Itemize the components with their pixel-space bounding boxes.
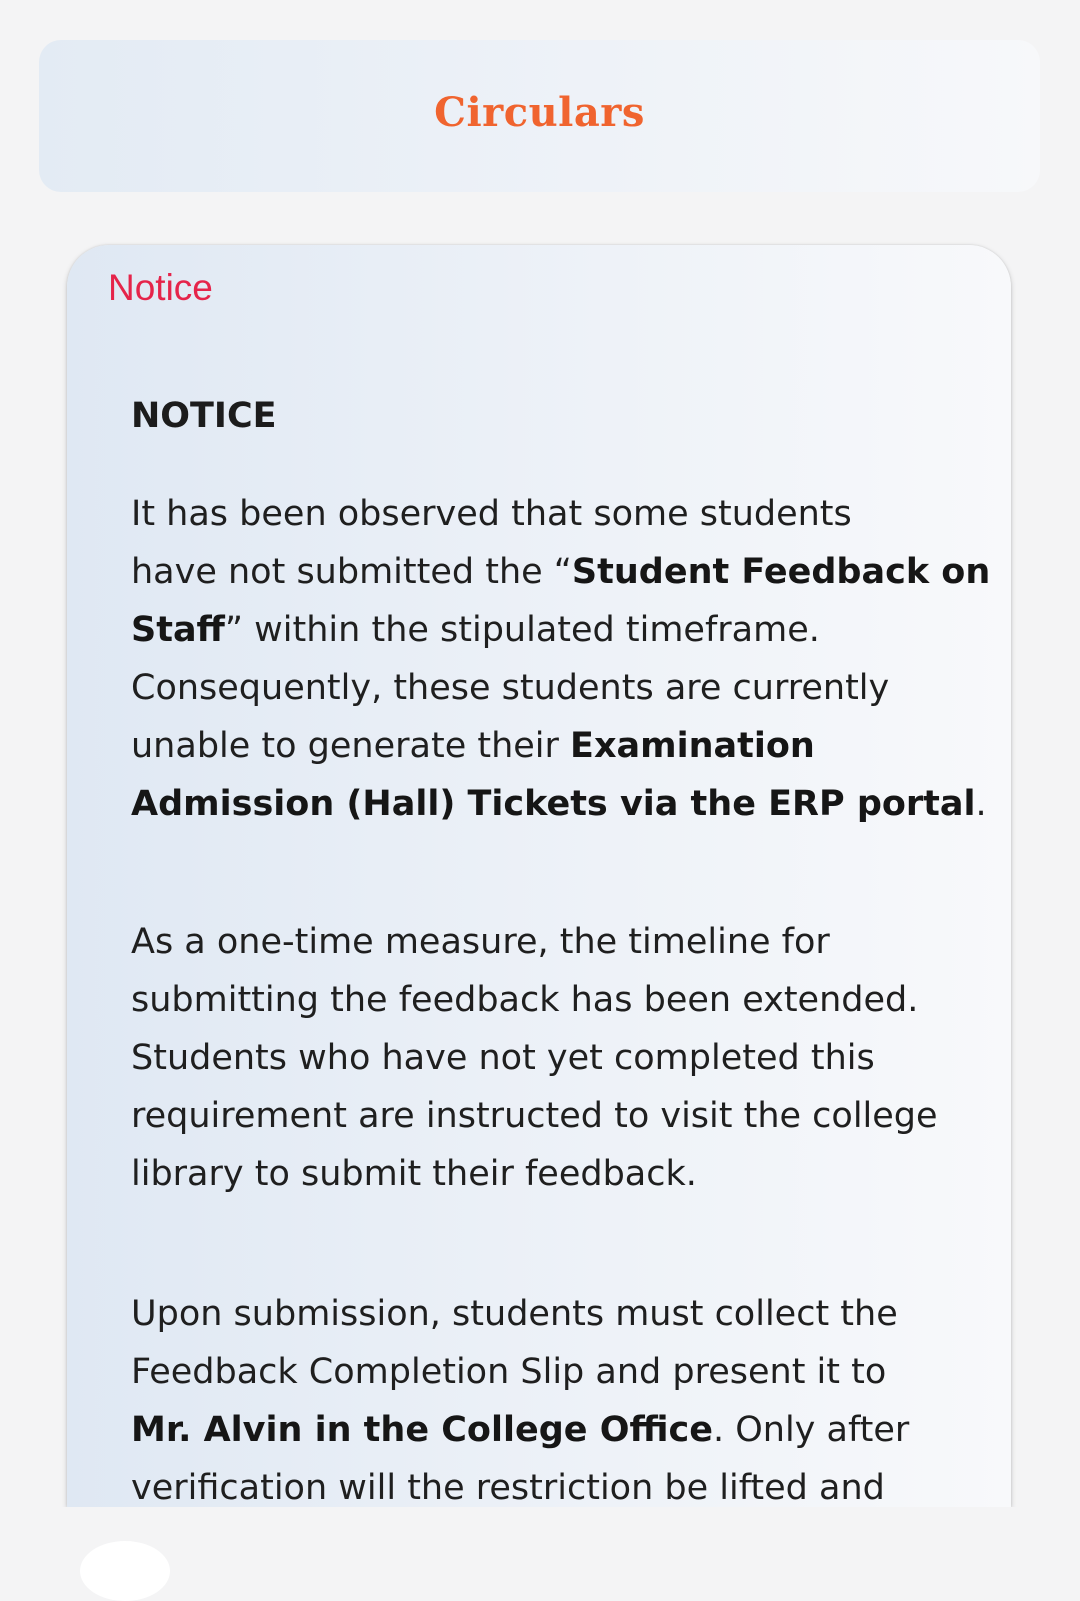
text-line: Upon submission, students must collect the xyxy=(131,1294,898,1334)
text-line: It has been observed that some students xyxy=(131,494,852,534)
text-line: requirement are instructed to visit the college xyxy=(131,1096,938,1136)
notice-heading: NOTICE xyxy=(131,396,277,436)
text-line: Feedback Completion Slip and present it to xyxy=(131,1352,887,1392)
text-line: Mr. Alvin in the College Office. Only after xyxy=(131,1410,910,1450)
page-title: Circulars xyxy=(434,88,645,136)
notice-paragraph-3 xyxy=(131,1285,1011,1507)
text-line: Admission (Hall) Tickets via the ERP portal. xyxy=(131,784,987,824)
text-line: Consequently, these students are currently xyxy=(131,668,890,708)
notice-paragraph-2 xyxy=(131,913,1011,1203)
text-line: As a one-time measure, the timeline for xyxy=(131,922,830,962)
header-card xyxy=(39,40,1040,192)
text-line: Students who have not yet completed this xyxy=(131,1038,875,1078)
notice-card[interactable] xyxy=(67,245,1011,1507)
notice-body xyxy=(131,391,1011,1507)
text-line: unable to generate their Examination xyxy=(131,726,815,766)
text-line: Staff” within the stipulated timeframe. xyxy=(131,610,820,650)
nav-fab-bump[interactable] xyxy=(80,1541,170,1601)
text-line: have not submitted the “Student Feedback on xyxy=(131,552,991,592)
text-line: submitting the feedback has been extended. xyxy=(131,980,919,1020)
notice-paragraph-1 xyxy=(131,485,1011,833)
text-line: verification will the restriction be lifted and xyxy=(131,1468,885,1507)
notice-category-label: Notice xyxy=(108,267,213,308)
text-line: library to submit their feedback. xyxy=(131,1154,697,1194)
